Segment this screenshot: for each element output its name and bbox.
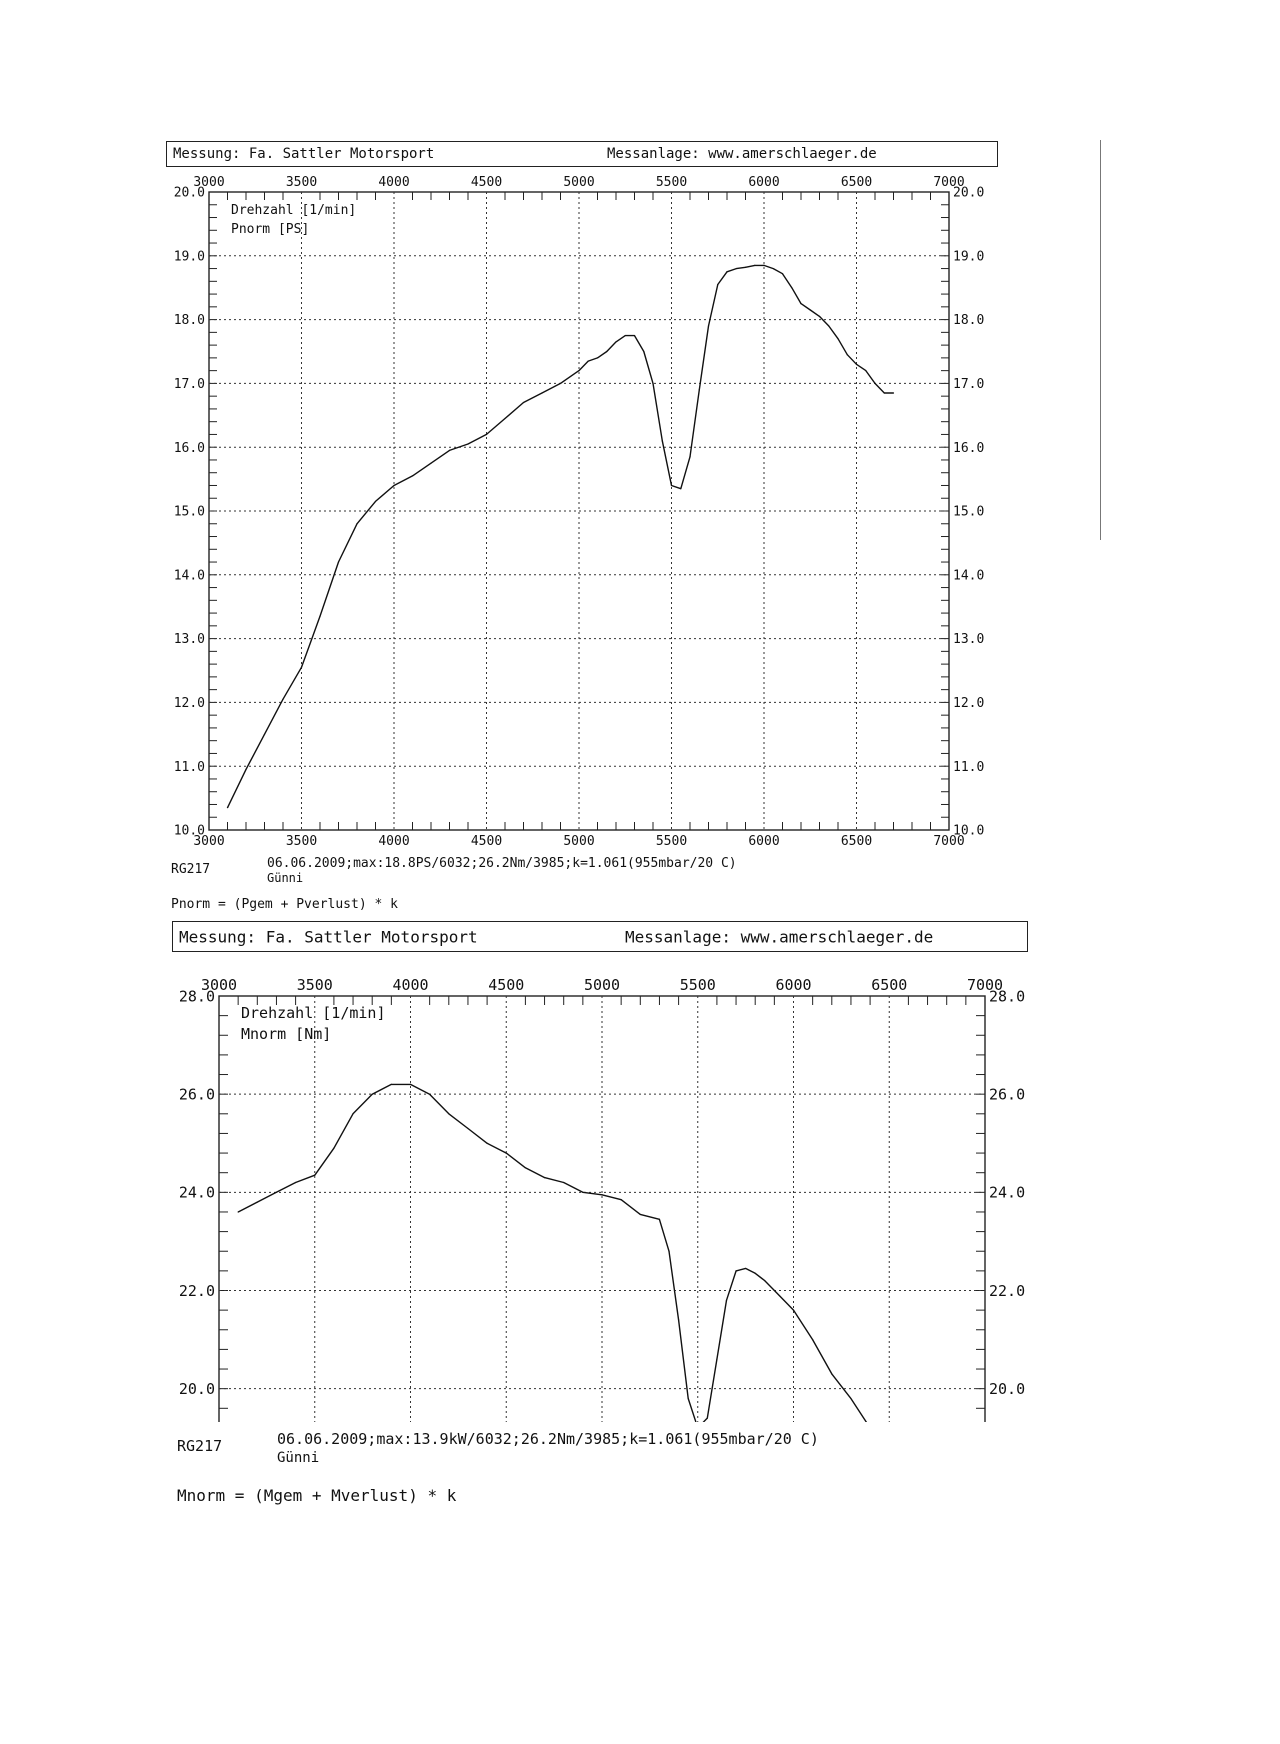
data-point xyxy=(782,273,783,274)
data-point xyxy=(238,1211,239,1212)
data-point xyxy=(563,1182,564,1183)
data-point xyxy=(699,389,700,390)
data-point xyxy=(893,392,894,393)
legend-line: Drehzahl [1/min] xyxy=(241,1004,386,1022)
data-point xyxy=(736,268,737,269)
data-point xyxy=(755,1273,756,1274)
data-point xyxy=(606,351,607,352)
x-tick-label-top: 3500 xyxy=(285,175,318,190)
y-tick-label-left: 18.0 xyxy=(173,313,205,329)
data-point xyxy=(831,1373,832,1374)
y-tick-label-left: 12.0 xyxy=(173,695,205,711)
data-point xyxy=(429,1094,430,1095)
x-tick-label-bottom: 3500 xyxy=(285,834,318,848)
data-point xyxy=(410,1084,411,1085)
data-point xyxy=(625,335,626,336)
data-point xyxy=(819,316,820,317)
x-tick-label-top: 5500 xyxy=(655,175,688,190)
data-point xyxy=(726,271,727,272)
data-point xyxy=(640,1214,641,1215)
y-tick-label-right: 18.0 xyxy=(953,313,985,329)
data-point xyxy=(523,402,524,403)
x-tick-label-top: 5000 xyxy=(563,175,595,190)
y-tick-label-left: 16.0 xyxy=(173,440,205,456)
legend-line: Mnorm [Nm] xyxy=(241,1025,332,1043)
data-point xyxy=(504,418,505,419)
y-tick-label-left: 24.0 xyxy=(178,1183,215,1202)
x-tick-label-top: 7000 xyxy=(933,175,965,190)
data-point xyxy=(856,364,857,365)
y-tick-label-right: 20.0 xyxy=(989,1379,1026,1398)
data-point xyxy=(828,325,829,326)
y-tick-label-left: 22.0 xyxy=(178,1281,215,1300)
data-point xyxy=(448,1113,449,1114)
data-point xyxy=(333,1148,334,1149)
y-tick-label-left: 20.0 xyxy=(178,1379,215,1398)
data-point xyxy=(764,1280,765,1281)
data-point xyxy=(227,807,228,808)
data-point xyxy=(793,1310,794,1311)
data-point xyxy=(467,1128,468,1129)
chart2-measurement: Messung: Fa. Sattler Motorsport xyxy=(179,927,478,946)
scan-edge-line xyxy=(1100,140,1101,540)
x-tick-label-bottom: 7000 xyxy=(933,834,965,848)
y-tick-label-right: 15.0 xyxy=(953,504,985,520)
data-point xyxy=(662,440,663,441)
x-tick-label-bottom: 4000 xyxy=(378,834,410,848)
y-tick-label-right: 26.0 xyxy=(989,1085,1026,1104)
data-point xyxy=(707,1418,708,1419)
y-tick-label-left: 19.0 xyxy=(173,249,205,265)
chart2-operator: Günni xyxy=(277,1450,320,1466)
data-point xyxy=(615,341,616,342)
x-tick-label-bottom: 5000 xyxy=(563,834,595,848)
y-tick-label-right: 22.0 xyxy=(989,1281,1026,1300)
y-tick-label-right: 28.0 xyxy=(989,987,1026,1006)
y-tick-label-left: 20.0 xyxy=(173,185,205,201)
y-tick-label-left: 14.0 xyxy=(173,568,205,584)
x-tick-label-top: 4000 xyxy=(392,976,429,994)
chart1-svg xyxy=(150,168,1000,848)
data-point xyxy=(773,268,774,269)
y-tick-label-left: 17.0 xyxy=(173,376,205,392)
data-point xyxy=(708,325,709,326)
chart1-code: RG217 xyxy=(171,862,211,877)
x-tick-label-bottom: 5500 xyxy=(655,834,688,848)
y-tick-label-left: 11.0 xyxy=(173,759,205,775)
data-point xyxy=(671,485,672,486)
data-point xyxy=(276,1192,277,1193)
data-point xyxy=(282,699,283,700)
data-point xyxy=(688,1398,689,1399)
data-point xyxy=(372,1094,373,1095)
x-tick-label-bottom: 6000 xyxy=(748,834,780,848)
x-tick-label-bottom: 6500 xyxy=(840,834,873,848)
data-point xyxy=(812,1339,813,1340)
chart2-svg xyxy=(150,952,1050,1422)
data-point xyxy=(487,1143,488,1144)
data-point xyxy=(467,443,468,444)
chart1-measurement: Messung: Fa. Sattler Motorsport xyxy=(173,146,435,162)
y-tick-label-right: 13.0 xyxy=(953,632,985,648)
data-point xyxy=(726,1300,727,1301)
data-point xyxy=(338,561,339,562)
data-point xyxy=(668,1251,669,1252)
x-tick-label-top: 6000 xyxy=(775,976,812,994)
data-point xyxy=(264,734,265,735)
x-tick-label-top: 3000 xyxy=(200,976,238,994)
data-point xyxy=(375,501,376,502)
x-tick-label-top: 6500 xyxy=(840,175,873,190)
data-point xyxy=(544,1177,545,1178)
data-point xyxy=(763,265,764,266)
x-tick-label-top: 4000 xyxy=(378,175,410,190)
data-point xyxy=(874,383,875,384)
chart1-info-line: 06.06.2009;max:18.8PS/6032;26.2Nm/3985;k=1.061(955mbar/20 C) xyxy=(267,856,737,871)
data-point xyxy=(597,357,598,358)
series-line xyxy=(238,1084,927,1422)
data-point xyxy=(525,1167,526,1168)
x-tick-label-top: 6000 xyxy=(748,175,780,190)
y-tick-label-left: 26.0 xyxy=(178,1085,215,1104)
data-point xyxy=(430,463,431,464)
y-tick-label-right: 16.0 xyxy=(953,440,985,456)
chart1-facility: Messanlage: www.amerschlaeger.de xyxy=(607,146,877,162)
data-point xyxy=(745,1268,746,1269)
data-point xyxy=(295,1182,296,1183)
data-point xyxy=(678,1319,679,1320)
x-tick-label-top: 3000 xyxy=(193,175,225,190)
plot-frame xyxy=(219,996,985,1422)
x-tick-label-top: 4500 xyxy=(488,976,525,994)
x-tick-label-top: 4500 xyxy=(470,175,503,190)
x-tick-label-top: 5500 xyxy=(679,976,716,994)
chart1-operator: Günni xyxy=(267,871,304,885)
data-point xyxy=(578,370,579,371)
data-point xyxy=(391,1084,392,1085)
x-tick-label-top: 7000 xyxy=(966,976,1004,994)
data-point xyxy=(621,1199,622,1200)
y-tick-label-right: 14.0 xyxy=(953,568,985,584)
data-point xyxy=(560,383,561,384)
data-point xyxy=(716,1359,717,1360)
data-point xyxy=(791,287,792,288)
data-point xyxy=(659,1219,660,1220)
data-point xyxy=(412,475,413,476)
chart1-header xyxy=(166,141,998,167)
data-point xyxy=(837,338,838,339)
chart2-code: RG217 xyxy=(177,1437,223,1455)
data-point xyxy=(245,769,246,770)
data-point xyxy=(588,360,589,361)
y-tick-label-left: 10.0 xyxy=(173,823,205,839)
x-tick-label-top: 5000 xyxy=(583,976,621,994)
data-point xyxy=(352,1113,353,1114)
y-tick-label-right: 19.0 xyxy=(953,249,985,265)
data-point xyxy=(689,456,690,457)
data-point xyxy=(884,392,885,393)
data-point xyxy=(582,1192,583,1193)
legend-line: Pnorm [PS] xyxy=(231,222,310,237)
data-point xyxy=(810,309,811,310)
chart2-formula: Mnorm = (Mgem + Mverlust) * k xyxy=(177,1486,457,1505)
data-point xyxy=(800,303,801,304)
y-tick-label-left: 15.0 xyxy=(173,504,205,520)
data-point xyxy=(356,523,357,524)
legend-line: Drehzahl [1/min] xyxy=(231,203,357,218)
x-tick-label-bottom: 4500 xyxy=(470,834,503,848)
y-tick-label-right: 17.0 xyxy=(953,376,985,392)
data-point xyxy=(257,1202,258,1203)
y-tick-label-left: 28.0 xyxy=(178,987,215,1006)
data-point xyxy=(506,1152,507,1153)
data-point xyxy=(774,1290,775,1291)
x-tick-label-top: 6500 xyxy=(871,976,908,994)
chart2-header xyxy=(172,921,1028,952)
data-point xyxy=(314,1175,315,1176)
y-tick-label-right: 11.0 xyxy=(953,759,985,775)
data-point xyxy=(634,335,635,336)
y-tick-label-right: 12.0 xyxy=(953,695,985,711)
data-point xyxy=(850,1398,851,1399)
data-point xyxy=(541,392,542,393)
data-point xyxy=(449,450,450,451)
x-tick-label-bottom: 3000 xyxy=(193,834,225,848)
data-point xyxy=(601,1194,602,1195)
data-point xyxy=(754,265,755,266)
x-tick-label-top: 3500 xyxy=(296,976,333,994)
data-point xyxy=(643,351,644,352)
series-line xyxy=(228,265,894,807)
y-tick-label-left: 13.0 xyxy=(173,632,205,648)
data-point xyxy=(745,267,746,268)
data-point xyxy=(652,383,653,384)
data-point xyxy=(717,284,718,285)
y-tick-label-right: 10.0 xyxy=(953,823,985,839)
y-tick-label-right: 24.0 xyxy=(989,1183,1026,1202)
data-point xyxy=(301,667,302,668)
y-tick-label-right: 20.0 xyxy=(953,185,985,201)
chart2-info-line: 06.06.2009;max:13.9kW/6032;26.2Nm/3985;k=1.061(955mbar/20 C) xyxy=(277,1430,819,1448)
data-point xyxy=(393,485,394,486)
data-point xyxy=(486,434,487,435)
chart2-facility: Messanlage: www.amerschlaeger.de xyxy=(625,927,934,946)
data-point xyxy=(319,616,320,617)
data-point xyxy=(735,1270,736,1271)
data-point xyxy=(865,370,866,371)
data-point xyxy=(847,354,848,355)
data-point xyxy=(680,488,681,489)
chart1-formula: Pnorm = (Pgem + Pverlust) * k xyxy=(171,897,398,912)
